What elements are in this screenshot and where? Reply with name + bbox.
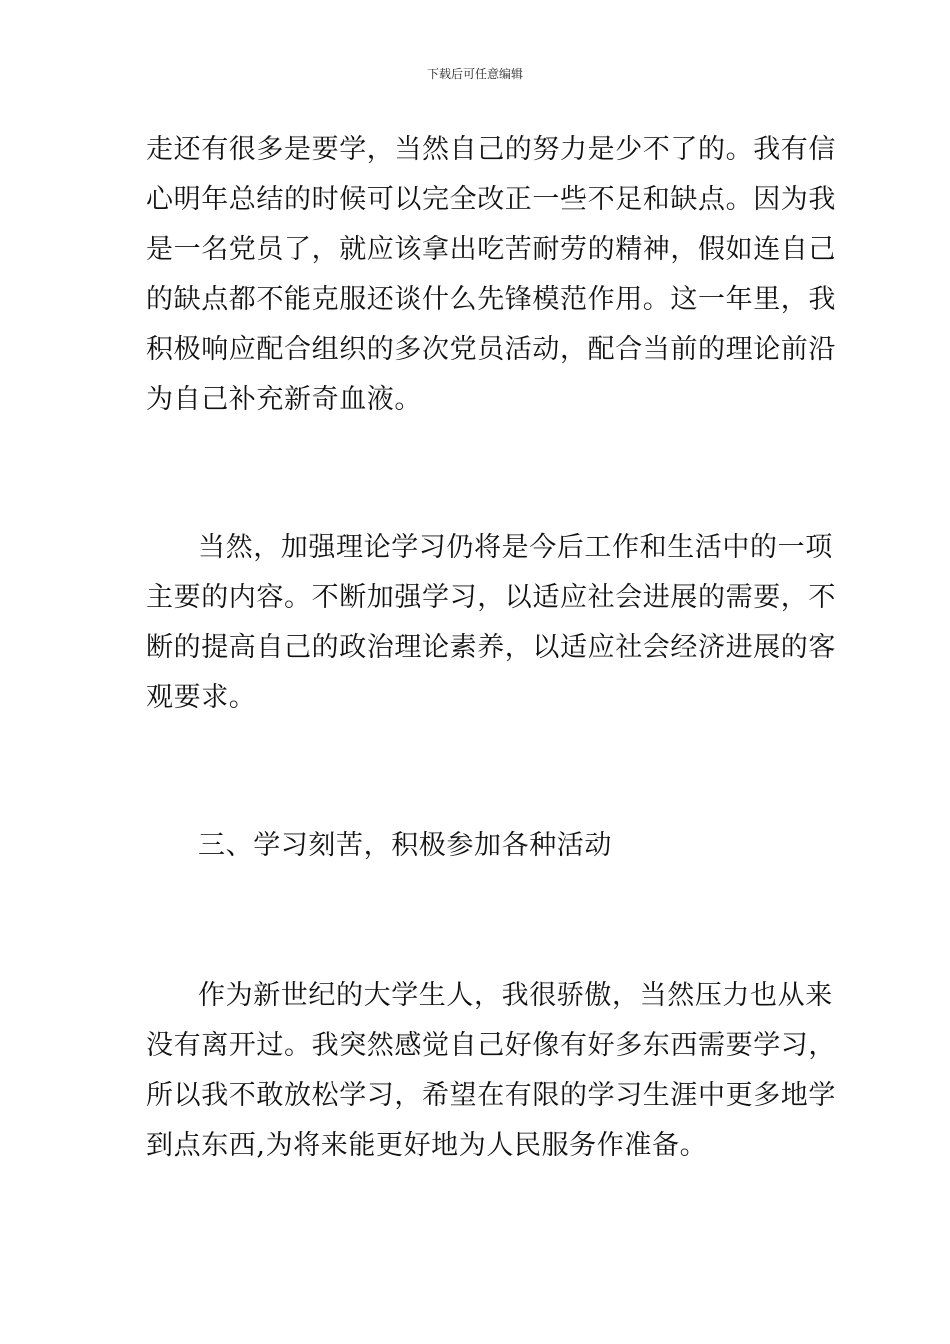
text-line: 作为新世纪的大学生人，我很骄傲，当然压力也从来 (198, 980, 833, 1011)
text-line: 没有离开过。我突然感觉自己好像有好多东西需要学习， (146, 1030, 836, 1061)
text-line: 的缺点都不能克服还谈什么先锋模范作用。这一年里，我 (146, 284, 836, 315)
text-line: 为自己补充新奇血液。 (146, 384, 422, 415)
text-line: 是一名党员了，就应该拿出吃苦耐劳的精神，假如连自己 (146, 234, 836, 265)
section-heading-text: 三、学习刻苦，积极参加各种活动 (198, 830, 612, 861)
page-header: 下载后可任意编辑 (426, 67, 523, 81)
text-line: 主要的内容。不断加强学习，以适应社会进展的需要，不 (146, 582, 836, 613)
text-line: 心明年总结的时候可以完全改正一些不足和缺点。因为我 (146, 184, 836, 215)
text-line: 积极响应配合组织的多次党员活动，配合当前的理论前沿 (146, 334, 836, 365)
text-line: 到点东西,为将来能更好地为人民服务作准备。 (146, 1130, 708, 1161)
text-line: 当然，加强理论学习仍将是今后工作和生活中的一项 (198, 532, 833, 563)
text-line: 断的提高自己的政治理论素养，以适应社会经济进展的客 (146, 632, 836, 663)
text-line: 所以我不敢放松学习，希望在有限的学习生涯中更多地学 (146, 1080, 836, 1111)
text-line: 观要求。 (146, 682, 257, 713)
text-line: 走还有很多是要学，当然自己的努力是少不了的。我有信 (146, 134, 836, 165)
